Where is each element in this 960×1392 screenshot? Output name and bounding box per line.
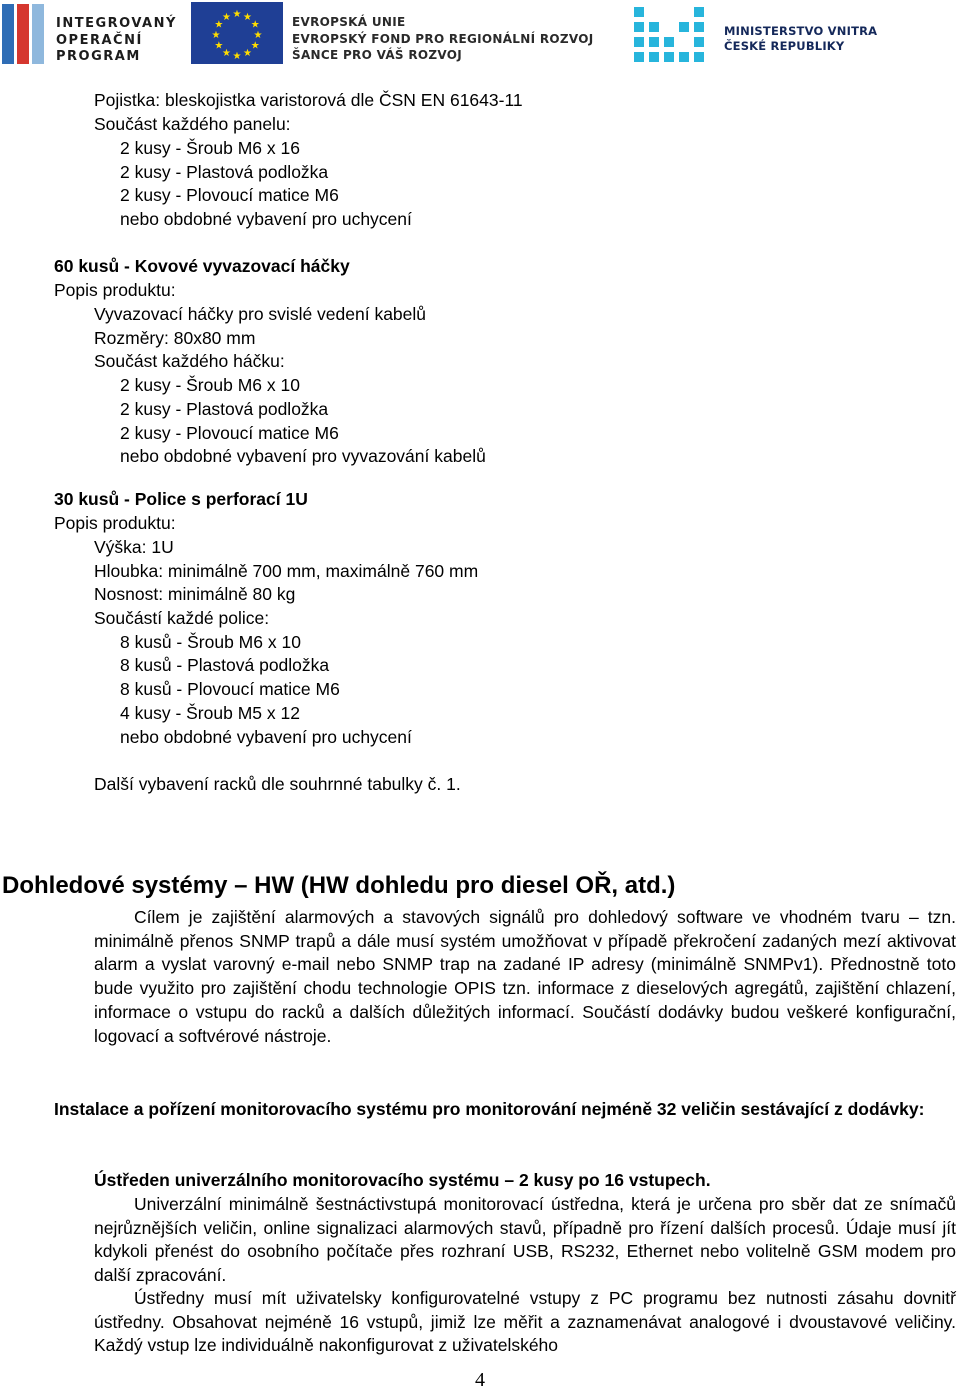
shelves-part-item: nebo obdobné vybavení pro uchycení [120,727,412,747]
fuse-part-item: nebo obdobné vybavení pro uchycení [120,209,412,229]
svg-text:★: ★ [253,30,263,41]
fuse-parts-heading: Součást každého panelu: [94,114,291,134]
fuse-part-item: 2 kusy - Plovoucí matice M6 [120,185,339,205]
hooks-description: Vyvazovací háčky pro svislé vedení kabelů [94,304,427,324]
hooks-part-item: 2 kusy - Šroub M6 x 10 [120,375,300,395]
ministry-logo-icon [634,7,710,63]
iop-logo [2,4,177,64]
svg-text:★: ★ [232,9,242,20]
section-title: Dohledové systémy – HW (HW dohledu pro diesel OŘ, atd.) [2,872,676,899]
page-header [0,0,960,70]
shelves-capacity: Nosnost: minimálně 80 kg [94,584,296,604]
hooks-title: 60 kusů - Kovové vyvazovací háčky [54,256,350,276]
svg-text:★: ★ [243,48,252,60]
hooks-part-item: nebo obdobné vybavení pro vyvazování kabelů [120,446,486,466]
fuse-line: Pojistka: bleskojistka varistorová dle ČSN EN 61643-11 [94,90,523,110]
hooks-description-label: Popis produktu: [54,280,176,300]
hooks-parts-heading: Součást každého háčku: [94,351,285,371]
shelves-part-item: 8 kusů - Šroub M6 x 10 [120,632,301,652]
fuse-part-item: 2 kusy - Plastová podložka [120,162,329,182]
shelves-parts-heading: Součástí každé police: [94,608,270,628]
hooks-part-item: 2 kusy - Plovoucí matice M6 [120,423,339,443]
shelves-part-item: 4 kusy - Šroub M5 x 12 [120,703,300,723]
eu-flag-icon [191,2,283,64]
svg-text:★: ★ [211,30,221,41]
further-equipment-note: Další vybavení racků dle souhrnné tabulky č. 1. [94,774,461,794]
shelves-part-item: 8 kusů - Plovoucí matice M6 [120,679,340,699]
svg-text:★: ★ [214,40,224,52]
svg-text:★: ★ [243,11,252,23]
page-number: 4 [475,1369,485,1391]
shelves-depth: Hloubka: minimálně 700 mm, maximálně 760 mm [94,561,479,581]
svg-text:★: ★ [250,40,260,52]
install-heading: Instalace a pořízení monitorovacího systému pro monitorování nejméně 32 veličin sestávající z dodávky: [54,1099,925,1119]
hooks-dimensions: Rozměry: 80x80 mm [94,328,256,348]
ministry-logo-text: MINISTERSTVO VNITRA ČESKÉ REPUBLIKY [724,24,878,53]
unit-paragraph-1: Univerzální minimálně šestnáctivstupá monitorovací ústředna, která je určena pro sběr dat ze snímačů nejrůznějších veličin, online signalizaci alarmových stavů, případně pro řízení dalších procesů. Údaje musí jít kdykoli přenést do osobního počítače přes rozhraní USB, RS232, Ethernet nebo volitelně GSM modem pro další zpracování. [94,1194,956,1286]
svg-text:★: ★ [222,48,231,60]
unit-paragraph-2: Ústředny musí mít uživatelsky konfigurovatelné vstupy z PC programu bez nutnosti zásahu dovnitř ústředny. Obsahovat nejméně 16 vstupů, jimiž lze měřit a zaznamenávat analogové i dvoustavové veličiny. Každý vstup lze individuálně nakonfigurovat z uživatelského [94,1288,956,1356]
hooks-part-item: 2 kusy - Plastová podložka [120,399,329,419]
svg-text:★: ★ [250,19,260,31]
iop-logo-mark [2,4,44,64]
fuse-part-item: 2 kusy - Šroub M6 x 16 [120,138,300,158]
shelves-description-label: Popis produktu: [54,513,176,533]
svg-text:★: ★ [214,19,224,31]
shelves-part-item: 8 kusů - Plastová podložka [120,655,330,675]
iop-logo-text: INTEGROVANÝ OPERAČNÍ PROGRAM [56,16,177,64]
svg-text:★: ★ [232,51,242,62]
shelves-title: 30 kusů - Police s perforací 1U [54,489,308,509]
section-paragraph: Cílem je zajištění alarmových a stavových signálů pro dohledový software ve vhodném tvaru – tzn. minimálně přenos SNMP trapů a dále musí systém umožňovat v případě překročení zadaných mezí aktivovat alarm a vyslat varovný e-mail nebo SNMP trap na zadané IP adresy (minimálně SNMPv1). Přednostně toto bude využito pro zajištění chodu technologie OPIS tzn. informace z dieselových agregátů, zajištění chlazení, informace o vstupu do racků a dalších důležitých informací. Součástí dodávky budou veškeré konfigurační, logovací a softvérové nástroje. [94,907,956,1046]
eu-logo-text: EVROPSKÁ UNIE EVROPSKÝ FOND PRO REGIONÁLNÍ ROZVOJ ŠANCE PRO VÁŠ ROZVOJ [292,15,594,62]
shelves-height: Výška: 1U [94,537,174,557]
unit-heading: Ústředen univerzálního monitorovacího systému – 2 kusy po 16 vstupech. [94,1170,711,1190]
svg-text:★: ★ [222,11,231,23]
